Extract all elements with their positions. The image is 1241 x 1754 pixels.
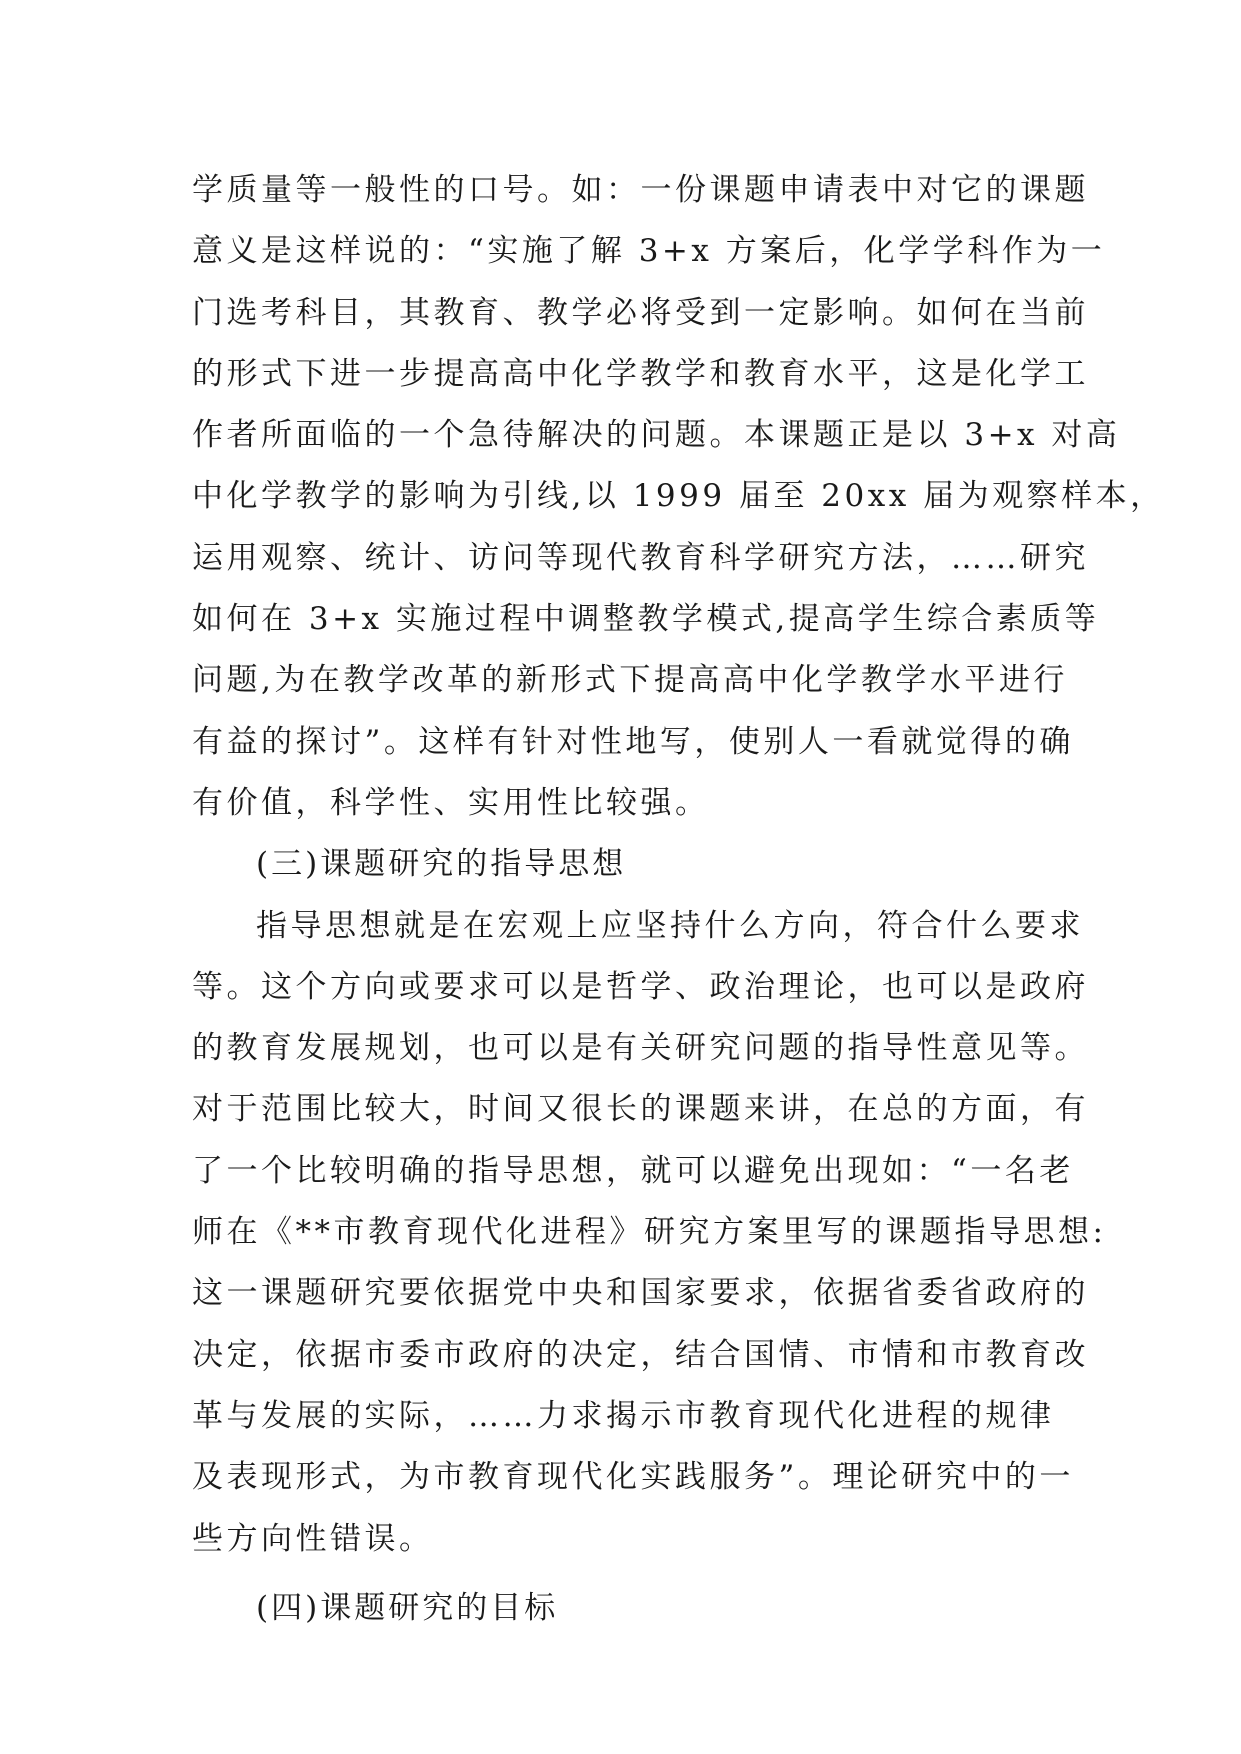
text-line: 指导思想就是在宏观上应坚持什么方向，符合什么要求 [256,907,1084,944]
text-line: 等。这个方向或要求可以是哲学、政治理论，也可以是政府 [192,968,1089,1005]
paragraph-significance [192,160,1165,834]
text-line: 些方向性错误。 [192,1520,434,1557]
text-line: 问题,为在教学改革的新形式下提高高中化学教学水平进行 [192,662,1068,699]
text-line: 作者所面临的一个急待解决的问题。本课题正是以 3+x 对高 [192,417,1121,454]
text-line: 师在《**市教育现代化进程》研究方案里写的课题指导思想: [192,1214,1107,1251]
text-line: 决定，依据市委市政府的决定，结合国情、市情和市教育改 [192,1336,1089,1373]
document-body [192,160,1165,1639]
text-line: 意义是这样说的：“实施了解 3+x 方案后，化学学科作为一 [192,233,1106,270]
text-line: 学质量等一般性的口号。如：一份课题申请表中对它的课题 [192,172,1089,208]
text-line: 如何在 3+x 实施过程中调整教学模式,提高学生综合素质等 [192,601,1100,638]
text-line: 门选考科目，其教育、教学必将受到一定影响。如何在当前 [192,294,1089,331]
text-line: 的形式下进一步提高高中化学教学和教育水平，这是化学工 [192,355,1089,392]
text-line: 有益的探讨”。这样有针对性地写，使别人一看就觉得的确 [192,723,1074,760]
text-line: 了一个比较明确的指导思想，就可以避免出现如：“一名老 [192,1152,1074,1189]
text-line: 革与发展的实际，……力求揭示市教育现代化进程的规律 [192,1397,1055,1434]
section-heading-research-goals: (四)课题研究的目标 [256,1589,559,1626]
spacer [192,1570,1052,1578]
text-line: 运用观察、统计、访问等现代教育科学研究方法，……研究 [192,539,1089,576]
section-heading-guiding-ideology: (三)课题研究的指导思想 [256,846,627,883]
text-line: 这一课题研究要依据党中央和国家要求，依据省委省政府的 [192,1275,1089,1312]
text-line: 及表现形式，为市教育现代化实践服务”。理论研究中的一 [192,1459,1074,1496]
text-line: 的教育发展规划，也可以是有关研究问题的指导性意见等。 [192,1030,1089,1067]
paragraph-guiding-ideology [192,896,1107,1570]
text-line: 有价值，科学性、实用性比较强。 [192,784,710,821]
text-line: 中化学教学的影响为引线,以 1999 届至 20xx 届为观察样本， [192,478,1165,515]
text-line: 对于范围比较大，时间又很长的课题来讲，在总的方面，有 [192,1091,1089,1128]
